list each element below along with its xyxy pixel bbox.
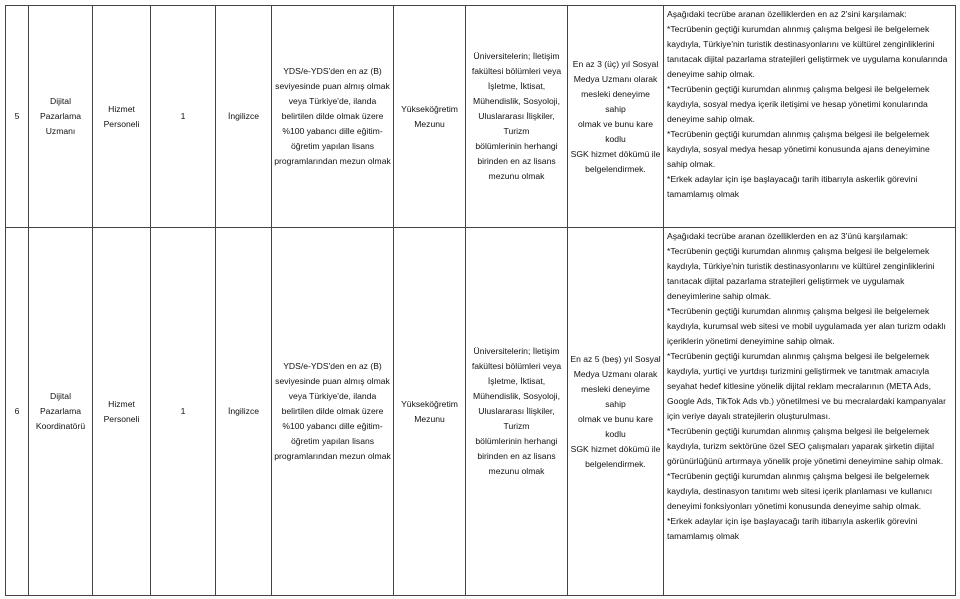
requirement-line: *Erkek adaylar için işe başlayacağı tarih itibarıyla askerlik görevini tamamlamış olmak	[667, 174, 918, 199]
requirement-line: *Tecrübenin geçtiği kurumdan alınmış çalışma belgesi ile belgelemek kaydıyla, sosyal medya içerik iletişimi ve hesap yönetimi konularında deneyime sahip olmak.	[667, 84, 930, 124]
table-row	[6, 6, 956, 228]
job-requirements-table	[5, 5, 956, 596]
experience-requirement: En az 3 (üç) yıl Sosyal Medya Uzmanı olarak mesleki deneyime sahip olmak ve bunu kare kodlu SGK hizmet dökümü ile belgelendirmek.	[568, 6, 664, 228]
requirement-line: *Tecrübenin geçtiği kurumdan alınmış çalışma belgesi ile belgelemek kaydıyla, Türkiye'nin turistik destinasyonlarını ve kültürel zenginliklerini tanıtacak dijital pazarlama stratejileri geliştirmek ve uygulama konularında deneyime sahip olmak.	[667, 24, 948, 79]
foreign-language: İngilizce	[216, 228, 272, 596]
requirement-line: Aşağıdaki tecrübe aranan özelliklerden en az 2'sini karşılamak:	[667, 9, 907, 19]
education-level: Yükseköğretim Mezunu	[394, 228, 466, 596]
personnel-type: Hizmet Personeli	[93, 228, 151, 596]
foreign-language: İngilizce	[216, 6, 272, 228]
position-count: 1	[151, 228, 216, 596]
table-row	[6, 228, 956, 596]
faculty-requirement: Üniversitelerin; İletişim fakültesi bölümleri veya İşletme, İktisat, Mühendislik, Sosyoloji, Uluslararası İlişkiler, Turizm bölümlerinin herhangi birinden en az lisans mezunu olmak	[466, 6, 568, 228]
faculty-requirement: Üniversitelerin; İletişim fakültesi bölümleri veya İşletme, İktisat, Mühendislik, Sosyoloji, Uluslararası İlişkiler, Turizm bölümlerinin herhangi birinden en az lisans mezunu olmak	[466, 228, 568, 596]
other-requirements	[664, 6, 956, 228]
requirement-line: Aşağıdaki tecrübe aranan özelliklerden en az 3'ünü karşılamak:	[667, 231, 908, 241]
requirement-line: *Tecrübenin geçtiği kurumdan alınmış çalışma belgesi ile belgelemek kaydıyla, Türkiye'nin turistik destinasyonlarını ve kültürel zenginliklerini tanıtacak dijital pazarlama stratejileri geliştirmek ve uygulamak deneyimlerine sahip olmak.	[667, 246, 935, 301]
requirement-line: *Tecrübenin geçtiği kurumdan alınmış çalışma belgesi ile belgelemek kaydıyla, kurumsal web sitesi ve mobil uygulamada yer alan turizm odaklı içeriklerin yönetimi deneyimine sahip olmak.	[667, 306, 946, 346]
language-requirement: YDS/e-YDS'den en az (B) seviyesinde puan almış olmak veya Türkiye'de, ilanda belirtilen dilde olmak üzere %100 yabancı dille eğitim- öğretim yapılan lisans programlarından mezun olmak	[272, 228, 394, 596]
requirement-line: *Erkek adaylar için işe başlayacağı tarih itibarıyla askerlik görevini tamamlamış olmak	[667, 516, 918, 541]
position-title: Dijital Pazarlama Koordinatörü	[29, 228, 93, 596]
requirement-line: *Tecrübenin geçtiği kurumdan alınmış çalışma belgesi ile belgelemek kaydıyla, yurtiçi ve yurtdışı turizmini geliştirmek ve tanıtmak amacıyla seyahat hedef kitlesine yönelik dijital reklam mecralarının (META Ads, Google Ads, TikTok Ads vb.) yönetilmesi ve bu mecralardaki kampanyalar için veriye dayalı stratejilerin oluşturulması.	[667, 351, 946, 421]
position-title: Dijital Pazarlama Uzmanı	[29, 6, 93, 228]
experience-requirement: En az 5 (beş) yıl Sosyal Medya Uzmanı olarak mesleki deneyime sahip olmak ve bunu kare kodlu SGK hizmet dökümü ile belgelendirmek.	[568, 228, 664, 596]
row-number: 6	[6, 228, 29, 596]
language-requirement: YDS/e-YDS'den en az (B) seviyesinde puan almış olmak veya Türkiye'de, ilanda belirtilen dilde olmak üzere %100 yabancı dille eğitim- öğretim yapılan lisans programlarından mezun olmak	[272, 6, 394, 228]
position-count: 1	[151, 6, 216, 228]
requirement-line: *Tecrübenin geçtiği kurumdan alınmış çalışma belgesi ile belgelemek kaydıyla, turizm sektörüne özel SEO çalışmaları yaparak şirketin dijital görünürlüğünü artırmaya yönelik proje yönetimi deneyimine sahip olmak.	[667, 426, 944, 466]
education-level: Yükseköğretim Mezunu	[394, 6, 466, 228]
other-requirements	[664, 228, 956, 596]
row-number: 5	[6, 6, 29, 228]
requirement-line: *Tecrübenin geçtiği kurumdan alınmış çalışma belgesi ile belgelemek kaydıyla, destinasyon tanıtımı web sitesi içerik planlaması ve kullanıcı deneyimi fonksiyonları yönetimi konusunda deneyime sahip olmak.	[667, 471, 933, 511]
personnel-type: Hizmet Personeli	[93, 6, 151, 228]
requirement-line: *Tecrübenin geçtiği kurumdan alınmış çalışma belgesi ile belgelemek kaydıyla, sosyal medya hesap yönetimi konusunda ajans deneyimine sahip olmak.	[667, 129, 930, 169]
